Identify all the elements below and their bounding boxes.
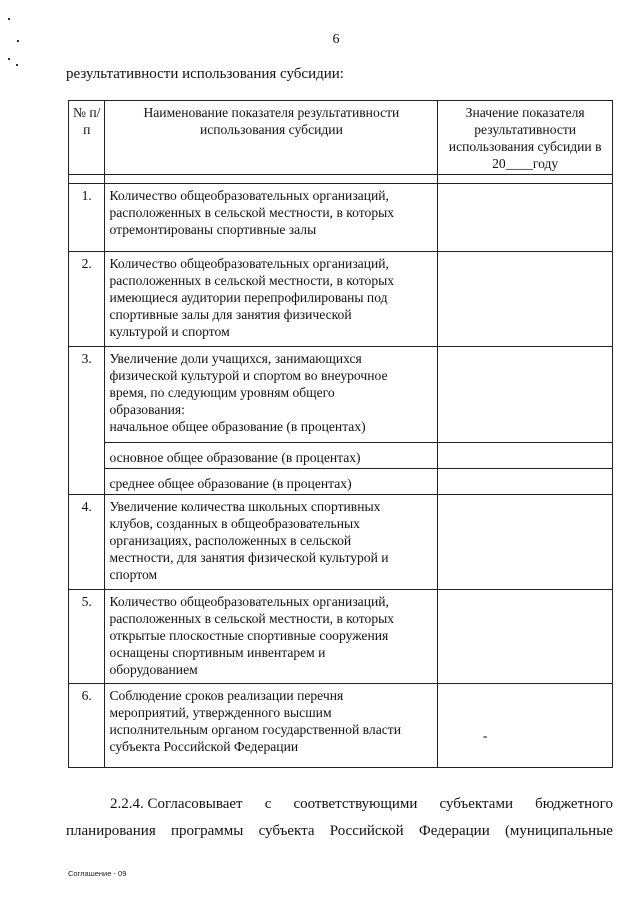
indicator-name-line: оборудованием: [109, 662, 198, 677]
table-row: [69, 684, 613, 768]
table-body: [69, 184, 613, 768]
scan-speck: [8, 18, 10, 20]
indicator-name-line: Количество общеобразовательных организаций,: [109, 188, 389, 203]
paragraph-word: программы: [170, 823, 244, 839]
indicator-name-line: Количество общеобразовательных организаций,: [109, 256, 389, 271]
indicator-value: [438, 495, 613, 590]
paragraph-word: 2.2.4. Согласовывает: [110, 796, 243, 812]
paragraph-word: с: [264, 796, 272, 812]
indicator-name-line: расположенных в сельской местности, в которых: [109, 273, 395, 288]
paragraph-line-1: [110, 796, 613, 813]
paragraph-word: соответствующими: [293, 796, 418, 812]
indicator-name-line: имеющиеся аудитории перепрофилированы под: [109, 290, 388, 305]
indicator-value: [438, 184, 613, 252]
table-row: [69, 184, 613, 252]
indicator-name-line: время, по следующим уровням общего: [109, 385, 335, 400]
indicator-name-line: культурой и спортом: [109, 324, 230, 339]
row-number: [69, 443, 105, 469]
indicator-name: [105, 590, 438, 684]
indicator-name: [105, 252, 438, 347]
indicator-name-line: оснащены спортивным инвентарем и: [109, 645, 326, 660]
indicator-name-line: образования:: [109, 402, 185, 417]
indicator-name-line: основное общее образование (в процентах): [109, 450, 361, 465]
header-value: Значение показателя результативности использования субсидии в 20____году: [438, 101, 613, 175]
table-row: [69, 443, 613, 469]
indicator-name-line: исполнительным органом государственной власти: [109, 722, 401, 737]
indicator-name-line: открытые плоскостные спортивные сооружения: [109, 628, 389, 643]
indicator-value: [438, 252, 613, 347]
indicator-name-line: расположенных в сельской местности, в которых: [109, 205, 395, 220]
paragraph-word: субъекта: [258, 823, 315, 839]
paragraph-word: бюджетного: [535, 796, 613, 812]
indicator-name-line: мероприятий, утвержденного высшим: [109, 705, 332, 720]
row-number: 4.: [69, 495, 105, 590]
indicator-value: [438, 347, 613, 443]
indicator-name-line: спортом: [109, 567, 158, 582]
indicator-name-line: начальное общее образование (в процентах): [109, 419, 366, 434]
indicator-name: [105, 443, 438, 469]
indicator-name: [105, 184, 438, 252]
indicator-value: [438, 469, 613, 495]
indicator-value: [438, 590, 613, 684]
paragraph-word: субъектами: [439, 796, 513, 812]
indicator-name: [105, 469, 438, 495]
indicator-name-line: субъекта Российской Федерации: [109, 739, 299, 754]
scan-speck: [8, 58, 10, 60]
table-row: [69, 469, 613, 495]
row-number: 3.: [69, 347, 105, 443]
indicator-name: [105, 347, 438, 443]
indicator-name-line: местности, для занятия физической культурой и: [109, 550, 389, 565]
intro-line: результативности использования субсидии:: [66, 66, 344, 82]
indicator-name: [105, 495, 438, 590]
paragraph-word: планирования: [66, 823, 156, 839]
table-row: [69, 252, 613, 347]
indicators-table: [68, 100, 613, 768]
header-num: № п/п: [69, 101, 105, 175]
indicator-name: [105, 684, 438, 768]
paragraph-word: Российской: [329, 823, 404, 839]
row-number: 2.: [69, 252, 105, 347]
indicator-name-line: Увеличение количества школьных спортивных: [109, 499, 381, 514]
indicator-value: [438, 443, 613, 469]
indicator-value-text: -: [482, 728, 488, 743]
table-row: [69, 347, 613, 443]
paragraph-line-2: [66, 823, 613, 840]
indicator-name-line: расположенных в сельской местности, в которых: [109, 611, 395, 626]
row-number: 6.: [69, 684, 105, 768]
indicator-name-line: Увеличение доли учащихся, занимающихся: [109, 351, 362, 366]
paragraph-word: Федерации: [418, 823, 490, 839]
indicator-name-line: Количество общеобразовательных организаций,: [109, 594, 389, 609]
indicator-name-line: организациях, расположенных в сельской: [109, 533, 352, 548]
indicator-name-line: физической культурой и спортом во внеурочное: [109, 368, 388, 383]
row-number: 1.: [69, 184, 105, 252]
paragraph-word: (муниципальные: [504, 823, 613, 839]
header-name: Наименование показателя результативности использования субсидии: [105, 101, 438, 175]
table-row: [69, 590, 613, 684]
indicator-name-line: клубов, созданных в общеобразовательных: [109, 516, 360, 531]
row-number: [69, 469, 105, 495]
table-header-row: [69, 101, 613, 175]
footer-label: Соглашение - 09: [68, 869, 127, 878]
indicator-value: [438, 684, 613, 768]
scan-speck: [16, 64, 18, 66]
indicator-name-line: спортивные залы для занятия физической: [109, 307, 352, 322]
table-spacer-row: [69, 175, 613, 184]
row-number: 5.: [69, 590, 105, 684]
table-row: [69, 495, 613, 590]
indicator-name-line: среднее общее образование (в процентах): [109, 476, 352, 491]
indicator-name-line: отремонтированы спортивные залы: [109, 222, 317, 237]
page-number: 6: [332, 32, 340, 47]
indicator-name-line: Соблюдение сроков реализации перечня: [109, 688, 344, 703]
